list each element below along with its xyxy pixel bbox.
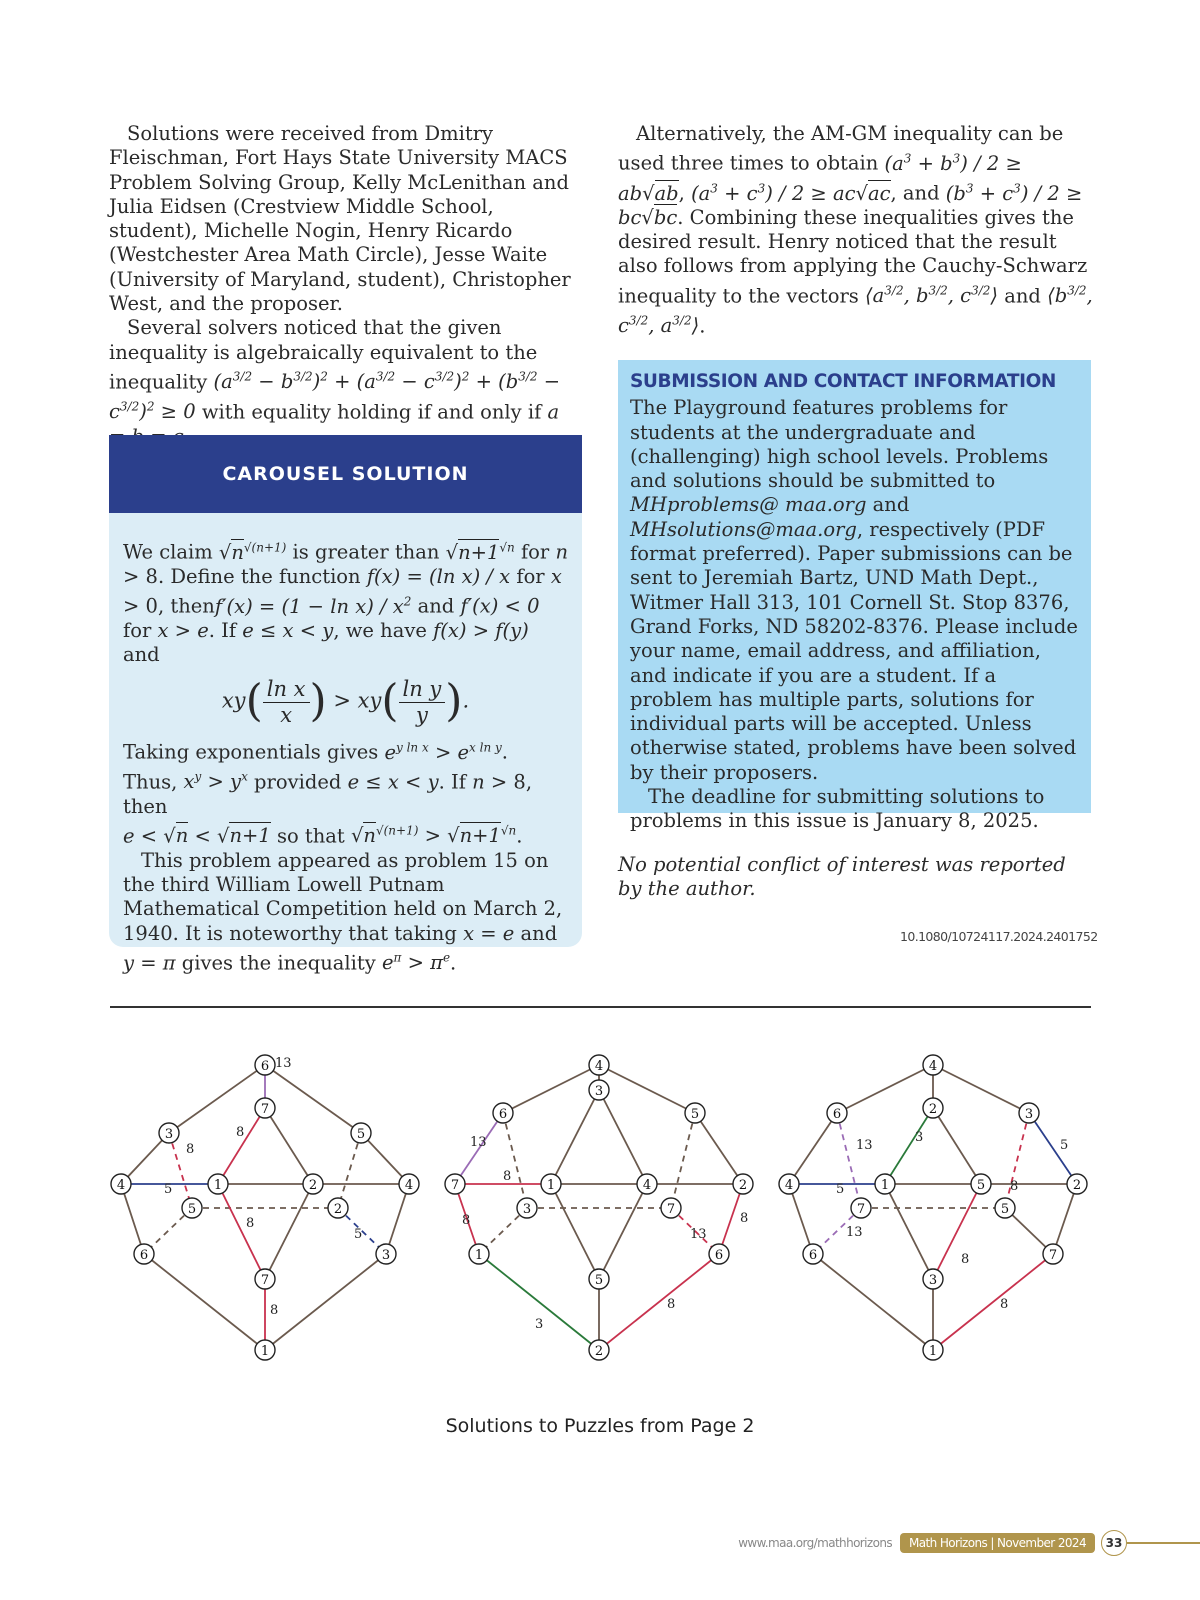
claim-rhs: $√n+1^{√n}$ [445, 540, 515, 564]
x-positive: x > [123, 564, 562, 618]
vector-2: $⟨b^{3/2}$, $c^{3/2}$, $a^{3/2}⟩$ [618, 283, 1093, 338]
e-le-x-lt-y: e ≤ x < y [242, 618, 334, 642]
graph-edge [599, 1065, 695, 1113]
taking-text: Taking exponentials gives [123, 740, 385, 764]
graph-edge-weight: 8 [1010, 1179, 1019, 1194]
submission-inner [618, 360, 1091, 844]
thus-text: Thus, [123, 770, 184, 794]
provided-condition: e ≤ x < y [347, 770, 439, 794]
graph-node-label: 4 [594, 1059, 604, 1074]
then-text: , then [157, 594, 215, 618]
graph-edge-weight: 8 [961, 1252, 970, 1267]
graph-node-label: 4 [928, 1059, 938, 1074]
graph-edge [551, 1090, 599, 1184]
and-text-right: , and [890, 181, 946, 205]
final-inequality: $√n^{√(n+1)} > √n+1^{√n}$ [350, 823, 517, 848]
graph-edge-weight: 13 [856, 1138, 873, 1153]
graph-edge [144, 1254, 265, 1350]
graph-edge-weight: 8 [503, 1169, 512, 1184]
graph-1 [111, 1055, 419, 1360]
derivative-negative: f′(x) < 0 [460, 594, 540, 618]
graph-edge [265, 1108, 313, 1184]
graph-node-label: 6 [808, 1248, 818, 1263]
graph-2 [445, 1055, 753, 1360]
graph-node-label: 5 [187, 1202, 197, 1217]
graph-edge [218, 1184, 265, 1279]
equality-text: equality holding if and only if [251, 400, 548, 424]
graph-node-label: 1 [880, 1178, 890, 1193]
if-n-text: . If [438, 770, 473, 794]
solvers-paragraph: Solutions were received from Dmitry Fleischman, Fort Hays State University MACS Problem Solving Group, Kelly McLenithan and Julia Eidsen (Crestview Middle School, student), Michelle Nogin, Henry Ricardo (Westchester Area Math Circle), Jesse Waite (University of Maryland, student), Christopher West, and the proposer. [109, 122, 571, 316]
function-def: f(x) = (ln x) / x [366, 564, 511, 588]
y-eq-pi: y = π [123, 951, 176, 975]
graph-node-label: 2 [308, 1178, 318, 1193]
graph-node-label: 5 [1000, 1202, 1010, 1217]
graph-edge [338, 1133, 361, 1208]
graph-node-label: 2 [928, 1102, 938, 1117]
equivalence-paragraph [109, 316, 581, 448]
we-claim-text: We claim [123, 540, 219, 564]
graph-edge [885, 1184, 933, 1279]
submission-body [630, 396, 1079, 785]
solutions-email[interactable]: MHsolutions@maa.org [630, 517, 857, 541]
graph-edge-weight: 8 [667, 1297, 676, 1312]
graph-edge-weight: 5 [164, 1182, 173, 1197]
graph-edge [1029, 1113, 1077, 1184]
x-greater-e: x > e [157, 618, 209, 642]
am-gm-text: Alternatively, the AM-GM inequality can be used three times to obtain [618, 122, 1064, 175]
graph-node-label: 1 [213, 1178, 223, 1193]
for3-text: for [123, 618, 158, 642]
graph-edge [837, 1065, 933, 1113]
graph-edge [479, 1254, 599, 1350]
graph-edge [169, 1065, 265, 1133]
footer-badge: Math Horizons | November 2024 [900, 1533, 1095, 1553]
define-text: . Define the function [157, 564, 367, 588]
graph-node-label: 2 [594, 1344, 604, 1359]
graph-node-label: 1 [546, 1178, 556, 1193]
footer-line [1127, 1542, 1200, 1544]
equality-formula: a [547, 400, 560, 424]
graph-edge-weight: 3 [535, 1317, 544, 1332]
graph-node-label: 3 [1024, 1107, 1034, 1122]
graph-edge-weight: 5 [354, 1227, 363, 1242]
footer-url[interactable]: www.maa.org/mathhorizons [738, 1536, 892, 1550]
amgm-bc: $(b^3 + c^3) / 2 \ge bc√bc$ [618, 181, 1083, 229]
graph-edge [933, 1108, 981, 1184]
and3-text: and [514, 921, 558, 945]
if-text: . If [208, 618, 243, 642]
graph-node-label: 3 [381, 1248, 391, 1263]
graph-node-label: 6 [260, 1059, 270, 1074]
graph-node-label: 7 [1048, 1248, 1058, 1263]
graph-edge [933, 1254, 1053, 1350]
graph-node-label: 6 [832, 1107, 842, 1122]
then2-text: , then [123, 770, 533, 818]
graph-edge [933, 1065, 1029, 1113]
graph-edge-weight: 8 [1000, 1297, 1009, 1312]
graph-node-label: 1 [928, 1344, 938, 1359]
graph-edge-weight: 8 [462, 1213, 471, 1228]
submission-title: SUBMISSION AND CONTACT INFORMATION [630, 371, 1056, 392]
submission-info-box [618, 360, 1091, 833]
so-that-text: so that [270, 824, 351, 848]
left-column [109, 122, 581, 449]
submission-text-1: The Playground features problems for students at the undergraduate and (challenging) high school levels. Problems and solutions should be submitted to [630, 396, 1049, 493]
display-inequality: xy( $\frac{\text{ln x}}{x}$ ) > xy( $\frac{\text{ln y}}{y}$ ). [221, 676, 470, 728]
graph-3 [779, 1055, 1087, 1360]
exp-inequality: $e^{y ln x} > e^{x ln y}$ [384, 740, 502, 764]
graph-node-label: 5 [594, 1273, 604, 1288]
the-inequality-text: the inequality [239, 951, 382, 975]
graph-edge [218, 1108, 265, 1184]
and2-text: and [123, 643, 160, 667]
graph-edge [265, 1254, 386, 1350]
equivalence-formula: $(a^{3/2} - b^{3/2})^2 + (a^{3/2} - c^{3/2})^2 + (b^{3/2} - c^{3/2})^2 \ge 0$ [109, 369, 561, 424]
claim-lhs: $√n^{√(n+1)}$ [218, 540, 287, 564]
graph-node-label: 6 [139, 1248, 149, 1263]
graph-edge-weight: 8 [236, 1125, 245, 1140]
claim-paragraph: We claim $√n^{√(n+1)}$ is greater than $√n+1^{√n}$ for n > 8. Define the function f(x) = (ln x) / x for x > 0, thenf′(x) = $(1 - \ln x) / x^2$ and f′(x) < 0 for x > e. If e ≤ x < y, we have f(x) > f(y) and [123, 540, 569, 667]
amgm-ac: $(a^3 + c^3) / 2 \ge ac√ac$ [691, 181, 891, 205]
graph-node-label: 1 [474, 1248, 484, 1263]
equivalence-text: Several solvers noticed that the given inequality is algebraically equivalent to the inequality [109, 316, 538, 394]
graph-edge-weight: 8 [740, 1211, 749, 1226]
carousel-banner [109, 435, 582, 513]
graph-edge [551, 1184, 599, 1279]
e-pi-inequality: $e^\pi > \pi^e$ [381, 950, 451, 975]
graph-node-label: 4 [784, 1178, 794, 1193]
graph-edge [1053, 1184, 1077, 1254]
graph-edge [671, 1113, 695, 1208]
combining-text: Combining these inequalities gives the desired result. Henry noticed that the result also follows from applying the Cauchy-Schwarz inequality to the vectors [618, 205, 1088, 308]
and-text: and [411, 594, 461, 618]
graph-edge [503, 1065, 599, 1113]
for-text: for [514, 540, 550, 564]
graph-edge-weight: 8 [246, 1216, 255, 1231]
graph-edge [885, 1108, 933, 1184]
graph-node-label: 4 [116, 1178, 126, 1193]
graph-node-label: 7 [260, 1273, 270, 1288]
graph-edge [813, 1254, 933, 1350]
graph-edge-weight: 5 [1060, 1138, 1069, 1153]
conflict-statement: No potential conflict of interest was reported by the author. [618, 853, 1066, 901]
is-greater-text: is greater than [286, 540, 446, 564]
gives-text: gives [175, 951, 234, 975]
graph-edge-weight: 13 [846, 1225, 863, 1240]
graph-node-label: 5 [356, 1127, 366, 1142]
graph-edge [789, 1113, 837, 1184]
deadline-paragraph: The deadline for submitting solutions to problems in this issue is January 8, 2025. [630, 785, 1045, 833]
graph-edge [386, 1184, 409, 1254]
graph-node-label: 4 [404, 1178, 414, 1193]
graph-node-label: 2 [333, 1202, 343, 1217]
and2-text-right: and [998, 284, 1048, 308]
graph-node-label: 3 [928, 1273, 938, 1288]
right-column [618, 122, 1093, 338]
graph-edge [503, 1113, 527, 1208]
putnam-paragraph: This problem appeared as problem 15 on the third William Lowell Putnam Mathematical Competition held on March 2, 1940. It is noteworthy that taking x = e and y = π gives the inequality $e^\pi > \pi^e$. [123, 848, 563, 975]
submission-and: and [866, 493, 910, 517]
graph-node-label: 6 [714, 1248, 724, 1263]
graph-edge [265, 1065, 361, 1133]
putnam-text: This problem appeared as problem 15 on the third William Lowell Putnam Mathematical Competition held on March 2, 1940. It is noteworthy that taking [123, 848, 563, 945]
graph-node-label: 7 [666, 1202, 676, 1217]
graph-edge-weight: 8 [270, 1303, 279, 1318]
graph-node-label: 4 [642, 1178, 652, 1193]
graph-edge-weight: 13 [690, 1227, 707, 1242]
chain-inequality: e < √n < √n+1 [123, 824, 271, 848]
horizontal-rule [110, 1006, 1091, 1008]
page-footer [738, 1530, 1200, 1556]
x-eq-e: x = e [463, 921, 515, 945]
graph-node-label: 6 [498, 1107, 508, 1122]
graph-edge [789, 1184, 813, 1254]
problems-email[interactable]: MHproblems@ maa.org [630, 493, 867, 517]
carousel-body [109, 513, 582, 976]
graph-node-label: 3 [522, 1202, 532, 1217]
graph-node-label: 2 [738, 1178, 748, 1193]
carousel-solution-box [109, 435, 582, 975]
submission-text-2: , respectively (PDF format preferred). Paper submissions can be sent to Jeremiah Bartz, UND Math Dept., Witmer Hall 313, 101 Cornell St. Stop 8376, Grand Forks, ND 58202-8376. Please include your name, email address, and affiliation, and indicate if you are a student. If a problem has multiple parts, solutions for individual parts will be accepted. Unless otherwise stated, problems have been solved by their proposers. [630, 517, 1078, 784]
with-text: with [195, 400, 246, 424]
figure-caption: Solutions to Puzzles from Page 2 [445, 1415, 755, 1437]
provided-text: provided [247, 770, 348, 794]
graph-edge [695, 1113, 743, 1184]
graph-edge-weight: 13 [275, 1056, 292, 1071]
graph-edge [121, 1184, 144, 1254]
graph-edge-weight: 13 [470, 1135, 487, 1150]
carousel-title: CAROUSEL SOLUTION [222, 463, 469, 485]
graph-edge [933, 1184, 981, 1279]
graph-node-label: 1 [260, 1344, 270, 1359]
puzzle-solution-graphs [0, 1040, 1200, 1380]
n-greater-8: n > [123, 540, 569, 588]
graph-node-label: 7 [856, 1202, 866, 1217]
graph-node-label: 2 [1072, 1178, 1082, 1193]
graph-node-label: 3 [164, 1127, 174, 1142]
doi-text[interactable]: 10.1080/10724117.2024.2401752 [900, 929, 1098, 944]
graph-edge-weight: 8 [186, 1142, 195, 1157]
graph-edge [265, 1184, 313, 1279]
graph-edge [599, 1090, 647, 1184]
graph-node-label: 5 [690, 1107, 700, 1122]
graph-edge-weight: 5 [836, 1182, 845, 1197]
graph-node-label: 7 [450, 1178, 460, 1193]
graph-edge-weight: 3 [915, 1130, 924, 1145]
n-gt-8: n > [472, 770, 514, 794]
page-number: 33 [1101, 1530, 1127, 1556]
graph-node-label: 5 [976, 1178, 986, 1193]
am-gm-paragraph: Alternatively, the AM-GM inequality can be used three times to obtain $(a^3 + b^3) / 2 \ge ab√ab$, $(a^3 + c^3) / 2 \ge ac√ac$, and $(b^3 + c^3) / 2 \ge bc√bc$. Combining these inequalities gives the desired result. Henry noticed that the result also follows from applying the Cauchy-Schwarz inequality to the vectors $⟨a^{3/2}$, $b^{3/2}$, $c^{3/2}⟩$ and $⟨b^{3/2}$, $c^{3/2}$, $a^{3/2}⟩$. [618, 122, 1093, 338]
amgm-ab: $(a^3 + b^3) / 2 \ge ab√ab$ [618, 151, 1022, 205]
graph-node-label: 7 [260, 1102, 270, 1117]
xy-inequality: $x^y > y^x$ [183, 769, 248, 794]
vector-1: $⟨a^{3/2}$, $b^{3/2}$, $c^{3/2}⟩$ [865, 283, 999, 308]
for2-text: for [510, 564, 545, 588]
derivative-formula: $f'(x) = (1 - \ln x) / x^2$ [214, 594, 412, 618]
exponentials-paragraph: Taking exponentials gives $e^{y ln x} > e^{x ln y}$. Thus, $x^y > y^x$ provided e ≤ x < y. If n > 8, then e < √n < √n+1 so that $√n^{√(n+1)} > √n+1^{√n}$. [123, 740, 533, 848]
we-have-text: , we have [333, 618, 434, 642]
graph-edge [599, 1254, 719, 1350]
graph-node-label: 3 [594, 1084, 604, 1099]
fx-gt-fy: f(x) > f(y) [433, 618, 529, 642]
graph-edge [599, 1184, 647, 1279]
